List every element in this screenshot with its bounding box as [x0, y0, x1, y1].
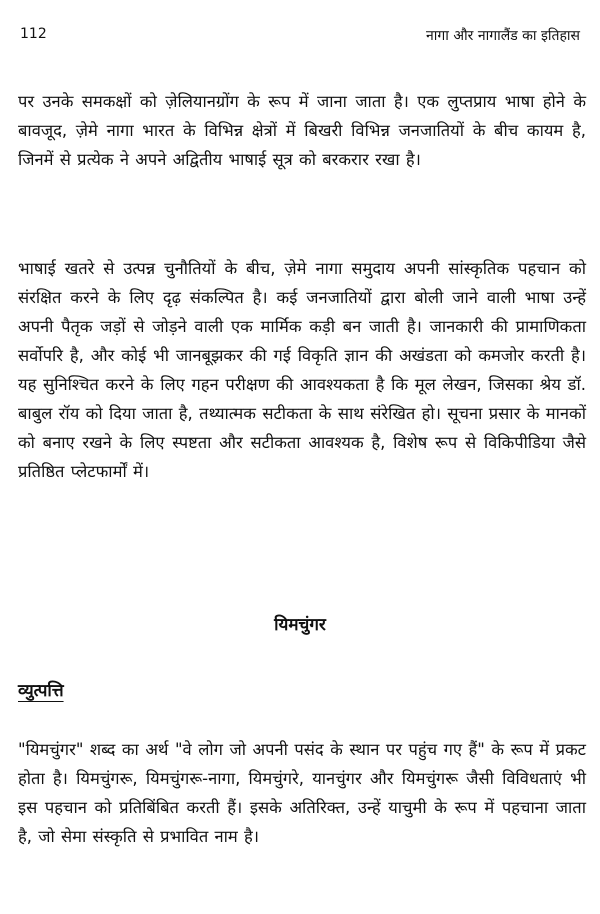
page-number: 112 [20, 26, 47, 42]
paragraph-2: भाषाई खतरे से उत्पन्न चुनौतियों के बीच, ज़ेमे नागा समुदाय अपनी सांस्कृतिक पहचान को संरक्षित करने के लिए दृढ़ संकल्पित है। कई जनजातियों द्वारा बोली जाने वाली भाषा उन्हें अपनी पैतृक जड़ों से जोड़ने वाली एक मार्मिक कड़ी बन जाती है। जानकारी की प्रामाणिकता सर्वोपरि है, और कोई भी जानबूझकर की गई विकृति ज्ञान की अखंडता को कमजोर करती है। यह सुनिश्चित करने के लिए गहन परीक्षण की आवश्यकता है कि मूल लेखन, जिसका श्रेय डॉ. बाबुल रॉय को दिया जाता है, तथ्यात्मक सटीकता के साथ संरेखित हो। सूचना प्रसार के मानकों को बनाए रखने के लिए स्पष्टता और सटीकता आवश्यक है, विशेष रूप से विकिपीडिया जैसे प्रतिष्ठित प्लेटफार्मों में। [18, 259, 586, 481]
subsection-title: व्युत्पत्ति [18, 681, 64, 701]
running-title: नागा और नागालैंड का इतिहास [425, 28, 580, 44]
paragraph-1: पर उनके समकक्षों को ज़ेलियानग्रोंग के रूप में जाना जाता है। एक लुप्तप्राय भाषा होने के बावजूद, ज़ेमे नागा भारत के विभिन्न क्षेत्रों में बिखरी विभिन्न जनजातियों के बीच कायम है, जिनमें से प्रत्येक ने अपने अद्वितीय भाषाई सूत्र को बरकरार रखा है। [18, 92, 586, 169]
paragraph-3: "यिमचुंगर" शब्द का अर्थ "वे लोग जो अपनी पसंद के स्थान पर पहुंच गए हैं" के रूप में प्रकट होता है। यिमचुंगरू, यिमचुंगरू-नागा, यिमचुंगरे, यानचुंगर और यिमचुंगरू जैसी विविधताएं भी इस पहचान को प्रतिबिंबित करती हैं। इसके अतिरिक्त, उन्हें याचुमी के रूप में पहचाना जाता है, जो सेमा संस्कृति से प्रभावित नाम है। [18, 740, 586, 846]
section-title: यिमचुंगर [274, 615, 326, 635]
page-header [20, 26, 580, 46]
